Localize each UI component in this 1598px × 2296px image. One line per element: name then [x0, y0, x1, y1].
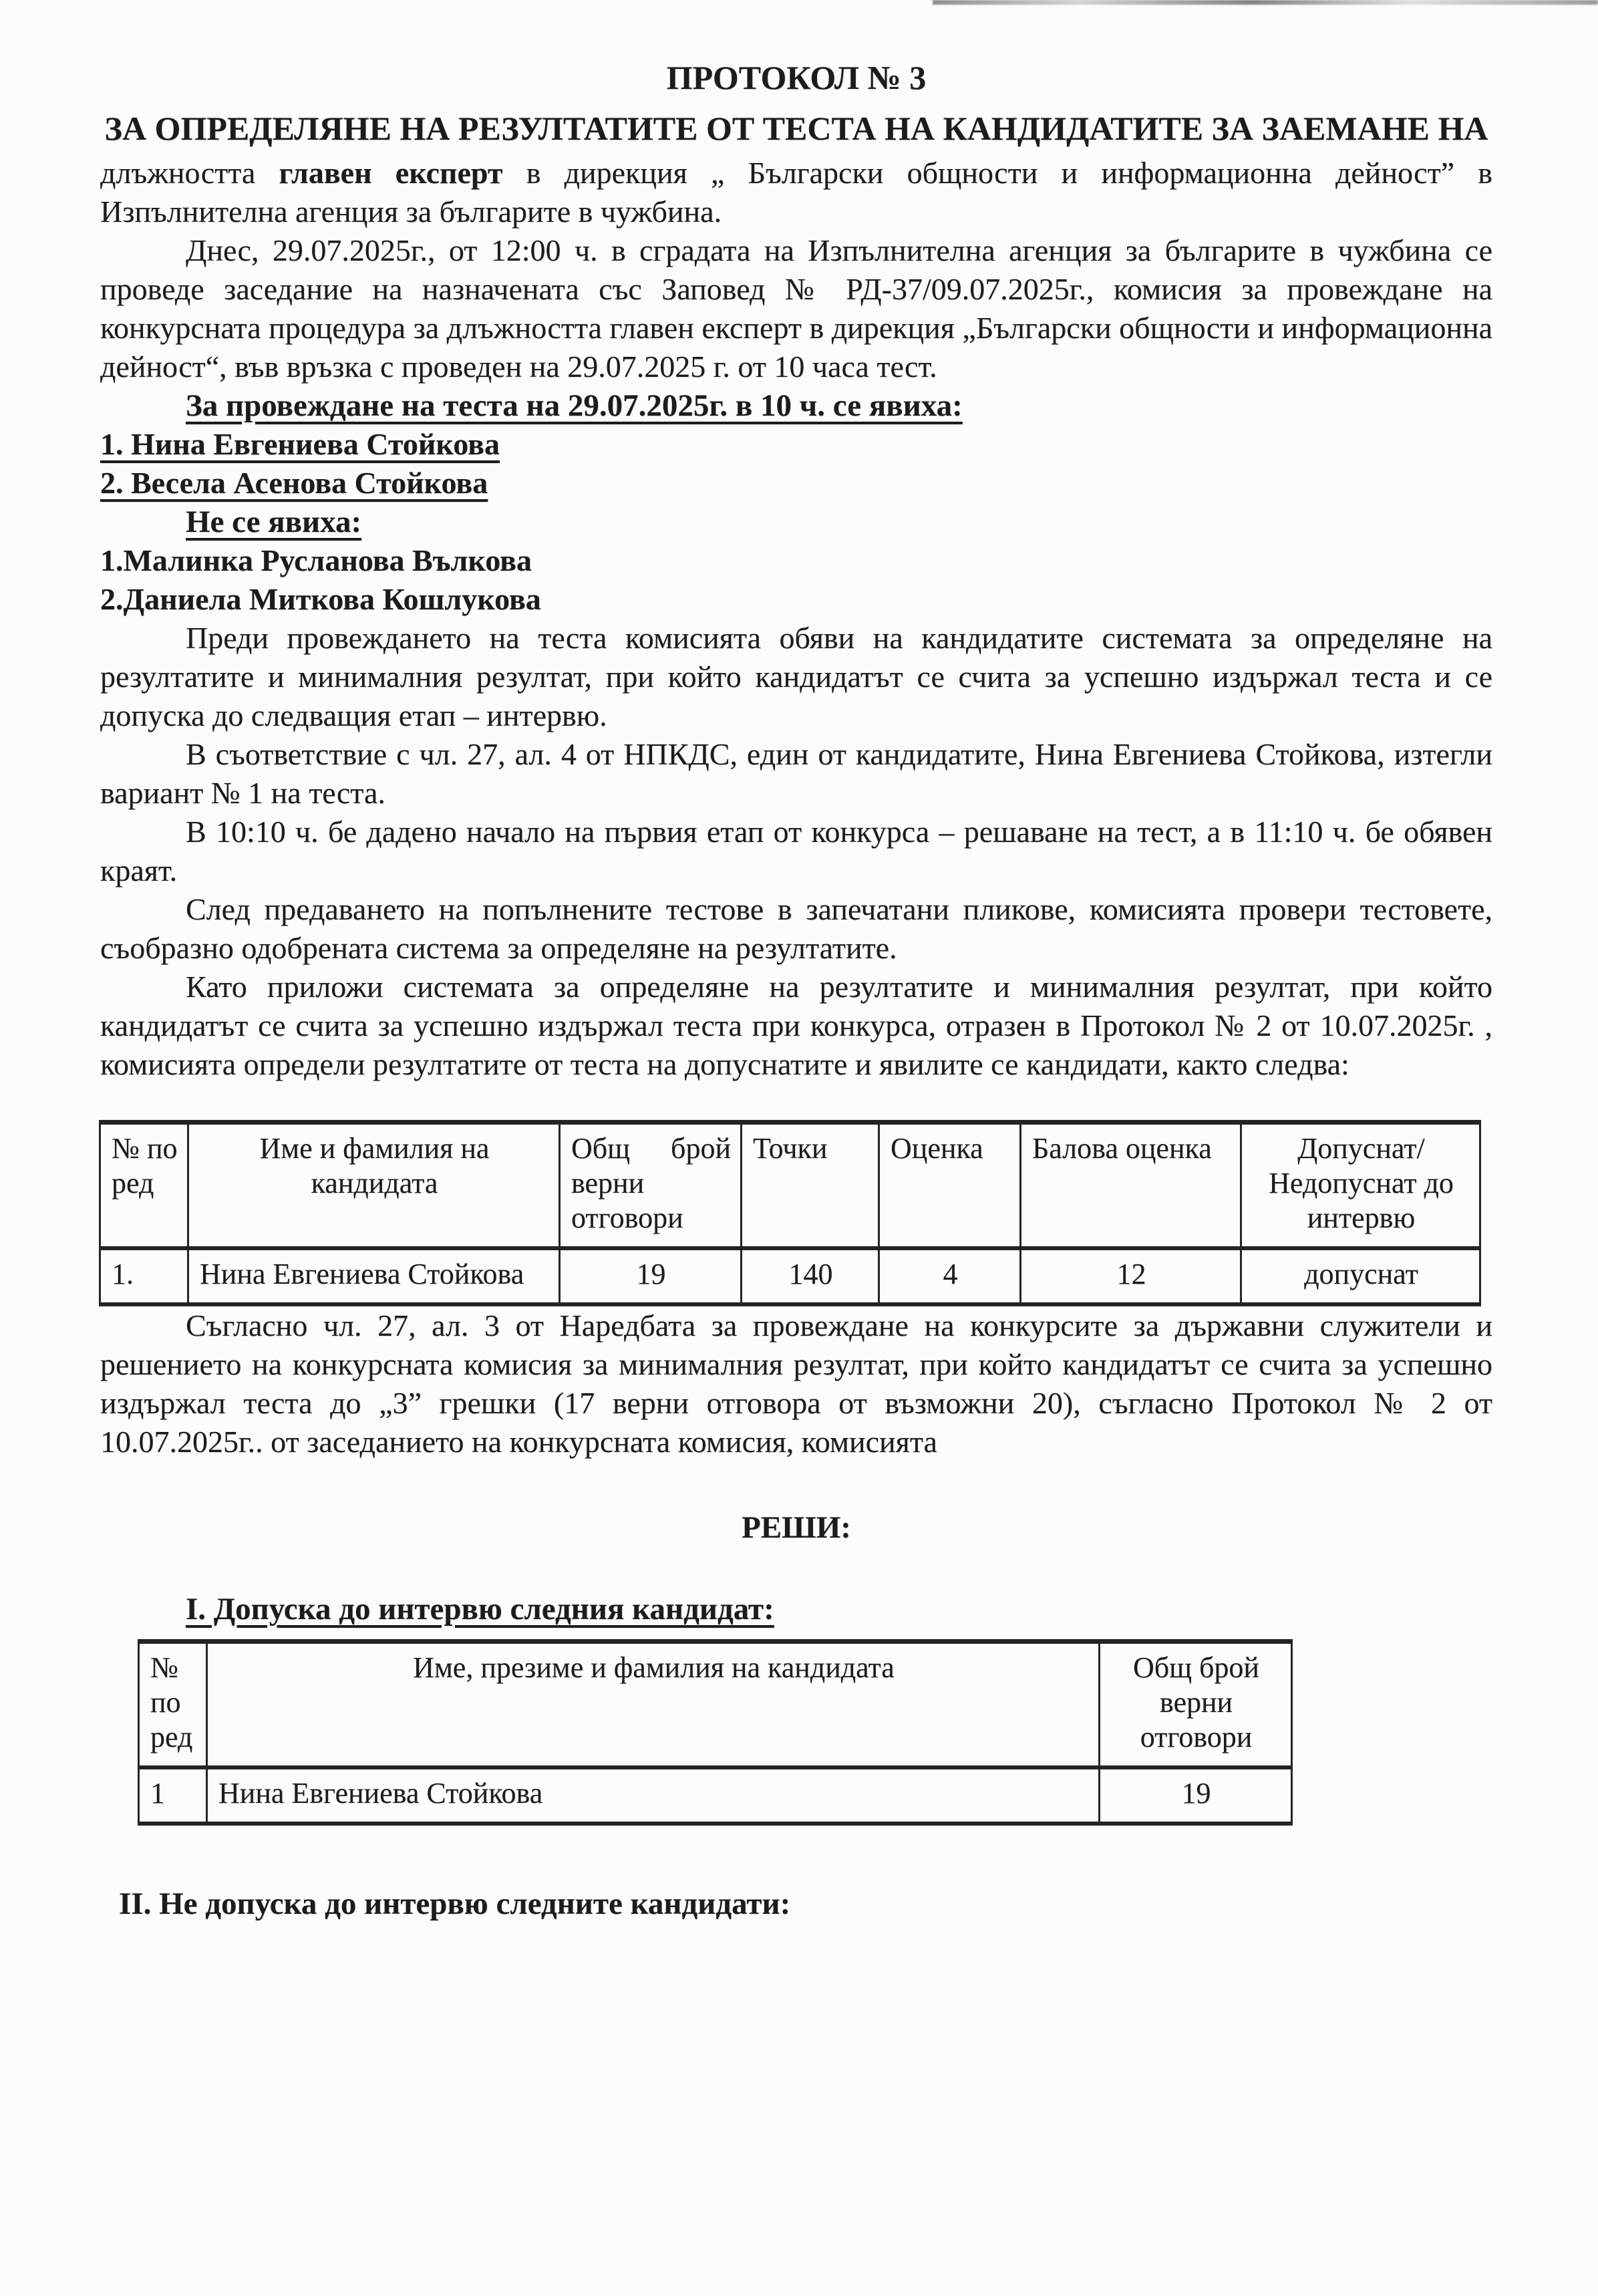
document-title-line2: ЗА ОПРЕДЕЛЯНЕ НА РЕЗУЛТАТИТЕ ОТ ТЕСТА НА КАНДИДАТИТЕ ЗА ЗАЕМАНЕ НА — [104, 110, 1488, 147]
paragraph-position-intro — [100, 154, 1492, 231]
paragraph-variant-draw: В съответствие с чл. 27, ал. 4 от НПКДС, един от кандидатите, Нина Евгениева Стойкова, изтегли вариант № 1 на теста. — [100, 737, 1492, 810]
heading-absent: Не се явиха: — [186, 505, 362, 539]
intro-text-after: в дирекция „ Български общности и информационна дейност” в Изпълнителна агенция за българите в чужбина. — [100, 156, 1493, 229]
results-table-header-row — [100, 1123, 1480, 1249]
admitted-cell-correct-answers: 19 — [1100, 1767, 1292, 1824]
document-content — [100, 33, 1492, 1923]
results-cell-score: 12 — [1021, 1248, 1241, 1304]
admitted-header-name: Име, презиме и фамилия на кандидата — [207, 1642, 1100, 1768]
results-cell-grade: 4 — [879, 1248, 1021, 1304]
attended-item-1: 1. Нина Евгениева Стойкова — [100, 427, 500, 461]
results-table — [99, 1120, 1481, 1306]
admitted-cell-number: 1 — [139, 1767, 207, 1824]
results-cell-correct-answers: 19 — [560, 1248, 742, 1304]
paragraph-test-timing: В 10:10 ч. бе дадено начало на първия етап от конкурса – решаване на тест, а в 11:10 ч. бе обявен краят. — [100, 815, 1492, 887]
heading-section-1-admitted: I. Допуска до интервю следния кандидат: — [186, 1592, 774, 1626]
absent-item-1: 1.Малинка Русланова Вълкова — [100, 543, 532, 577]
admitted-header-correct-answers: Общ брой верни отговори — [1100, 1642, 1292, 1768]
intro-text-before: длъжността — [100, 156, 279, 190]
results-header-name: Име и фамилия на кандидата — [188, 1123, 560, 1249]
admitted-table — [138, 1639, 1293, 1826]
paragraph-results-determined: Като приложи системата за определяне на резултатите и минималния резултат, при който кандидатът се счита за успешно издържал теста при конкурса, отразен в Протокол № 2 от 10.07.2025г. , комисията определи резултатите от теста на допуснатите и явилите се кандидати, както следва: — [100, 970, 1492, 1081]
heading-attended: За провеждане на теста на 29.07.2025г. в 10 ч. се явиха: — [186, 388, 963, 423]
intro-position-bold: главен експерт — [279, 156, 503, 190]
results-header-number: № по ред — [100, 1123, 188, 1249]
attended-item-2: 2. Весела Асенова Стойкова — [100, 466, 488, 500]
results-header-score: Балова оценка — [1021, 1123, 1241, 1249]
results-header-points: Точки — [742, 1123, 879, 1249]
results-cell-name: Нина Евгениева Стойкова — [188, 1248, 560, 1304]
paragraph-system-announcement: Преди провеждането на теста комисията обяви на кандидатите системата за определяне на резултатите и минималния резултат, при който кандидатът се счита за успешно издържал теста и се допуска до следващия етап – интервю. — [100, 621, 1492, 732]
results-table-row — [100, 1248, 1480, 1304]
admitted-table-row — [139, 1767, 1292, 1824]
document-title — [100, 52, 1492, 154]
paragraph-legal-basis: Съгласно чл. 27, ал. 3 от Наредбата за провеждане на конкурсите за държавни служители и решението на конкурсната комисия за минималния резултат, при който кандидатът се счита за успешно издържал теста до „3” грешки (17 верни отговора от възможни 20), съгласно Протокол № 2 от 10.07.2025г.. от заседанието на конкурсната комисия, комисията — [100, 1308, 1492, 1459]
results-cell-number: 1. — [100, 1248, 188, 1304]
heading-section-2-not-admitted: II. Не допуска до интервю следните кандидати: — [119, 1886, 791, 1921]
paragraph-opening-session: Днес, 29.07.2025г., от 12:00 ч. в сградата на Изпълнителна агенция за българите в чужбина се проведе заседание на назначената със Заповед № РД-37/09.07.2025г., комисия за провеждане на конкурсната процедура за длъжността главен експерт в дирекция „Български общности и информационна дейност“, във връзка с проведен на 29.07.2025 г. от 10 часа тест. — [100, 233, 1492, 384]
document-title-line1: ПРОТОКОЛ № 3 — [666, 59, 927, 96]
scan-artifact-top-edge — [933, 0, 1598, 5]
results-header-correct-answers: Общ брой верни отговори — [560, 1123, 742, 1249]
paragraph-test-check: След предаването на попълнените тестове в запечатани пликове, комисията провери тестовете, съобразно одобрената система за определяне на резултатите. — [100, 892, 1492, 965]
results-cell-admitted: допуснат — [1241, 1248, 1480, 1304]
admitted-header-number: № по ред — [139, 1642, 207, 1768]
results-cell-points: 140 — [742, 1248, 879, 1304]
heading-decision: РЕШИ: — [742, 1510, 851, 1545]
results-header-grade: Оценка — [879, 1123, 1021, 1249]
absent-item-2: 2.Даниела Миткова Кошлукова — [100, 582, 541, 616]
results-header-admitted: Допуснат/ Недопуснат до интервю — [1241, 1123, 1480, 1249]
admitted-cell-name: Нина Евгениева Стойкова — [207, 1767, 1100, 1824]
admitted-table-header-row — [139, 1642, 1292, 1768]
